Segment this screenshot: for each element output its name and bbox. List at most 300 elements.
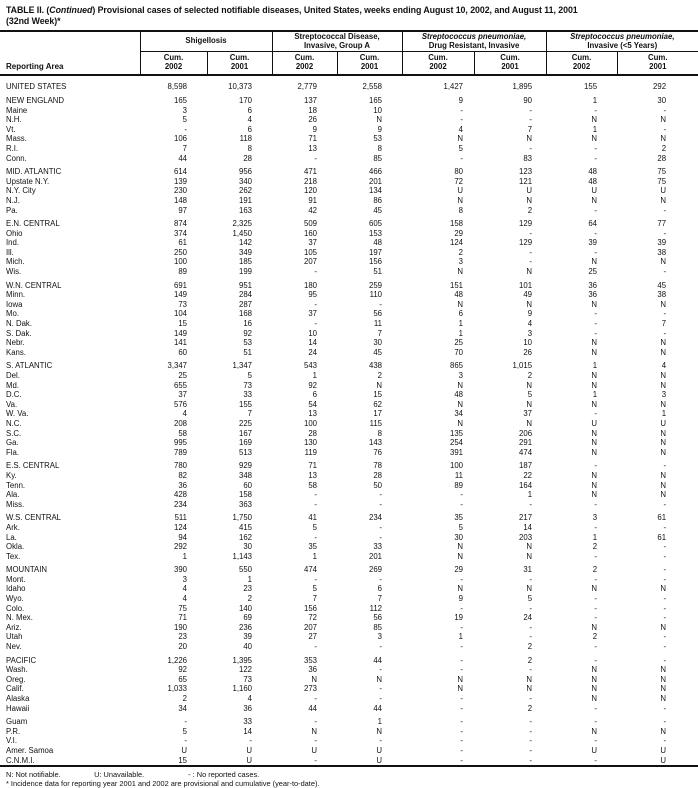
cell-value: 250 — [173, 247, 187, 257]
cell-value: - — [314, 153, 318, 163]
cell-value: 655 — [173, 380, 187, 390]
table-row — [0, 665, 698, 675]
cell-value: 15 — [178, 319, 187, 329]
subcol-header: Cum. 2002 — [546, 52, 617, 76]
cell-value: - — [460, 115, 464, 125]
cell-value: 53 — [243, 338, 253, 348]
cell-value: 6 — [247, 124, 253, 134]
cell-value: 58 — [178, 428, 187, 438]
row-area-label: Mont. — [6, 574, 26, 584]
cell-value: 2 — [592, 565, 598, 575]
cell-value: - — [529, 247, 533, 257]
cell-value: 37 — [178, 390, 187, 400]
row-area-label: W. Va. — [6, 409, 29, 419]
cell-value: 155 — [239, 399, 253, 409]
cell-value: 89 — [178, 267, 187, 277]
cell-value: 142 — [239, 238, 253, 248]
cell-value: N — [591, 490, 598, 500]
cell-value: 39 — [243, 632, 253, 642]
cell-value: 24 — [523, 613, 533, 623]
cell-value: N — [457, 418, 464, 428]
cell-value: - — [460, 717, 464, 727]
cell-value: 162 — [239, 532, 253, 542]
row-area-label: Okla. — [6, 542, 25, 552]
cell-value: 42 — [308, 205, 318, 215]
row-area-label: Amer. Samoa — [6, 745, 54, 755]
row-area-label: Conn. — [6, 153, 27, 163]
cell-value: N — [660, 371, 667, 380]
cell-value: N — [591, 694, 598, 703]
legend-unavailable: U: Unavailable. — [94, 770, 145, 780]
cell-value: 4 — [182, 584, 187, 594]
cell-value: 165 — [173, 95, 187, 105]
row-area-label: N. Mex. — [6, 613, 33, 623]
cell-value: 199 — [239, 267, 253, 277]
row-area-label: Wis. — [6, 267, 22, 277]
cell-value: - — [594, 522, 598, 532]
row-area-label: Ill. — [6, 247, 14, 257]
table-header — [0, 31, 698, 75]
subcol-header: Cum. 2001 — [617, 52, 698, 76]
cell-value: 874 — [173, 219, 187, 229]
cell-value: N — [526, 195, 533, 205]
cell-value: 287 — [239, 299, 253, 309]
cell-value: - — [529, 228, 533, 238]
cell-value: N — [660, 338, 667, 348]
cell-value: 1 — [592, 124, 598, 134]
cell-value: 33 — [373, 542, 383, 552]
cell-value: 995 — [173, 438, 187, 448]
row-area-label: PACIFIC — [6, 655, 37, 665]
row-area-label: NEW ENGLAND — [6, 95, 65, 105]
cell-value: 5 — [312, 522, 318, 532]
cell-value: 85 — [373, 622, 383, 632]
cell-value: 123 — [519, 167, 533, 177]
cell-value: U — [311, 745, 318, 755]
cell-value: N — [660, 470, 667, 480]
cell-value: - — [663, 655, 667, 665]
row-area-label: Colo. — [6, 603, 25, 613]
cell-value: 40 — [243, 642, 253, 652]
cell-value: 1 — [458, 328, 464, 338]
cell-value: 6 — [458, 309, 464, 319]
cell-value: 1,395 — [232, 655, 253, 665]
cell-value: 269 — [369, 565, 383, 575]
table-row — [0, 471, 698, 481]
cell-value: 2,325 — [232, 219, 253, 229]
cell-value: - — [379, 694, 383, 703]
cell-value: 36 — [588, 290, 598, 300]
cell-value: N — [660, 257, 667, 267]
cell-value: N — [660, 584, 667, 594]
cell-value: N — [591, 371, 598, 380]
group-label-line2: Drug Resistant, Invasive — [428, 40, 520, 50]
table-row — [0, 144, 698, 154]
cell-value: 58 — [308, 480, 318, 490]
cell-value: 38 — [657, 247, 667, 257]
cell-value: N — [660, 684, 667, 694]
cell-value: 115 — [369, 418, 383, 428]
cell-value: 2 — [458, 247, 464, 257]
cell-value: - — [529, 115, 533, 125]
cell-value: 39 — [588, 238, 598, 248]
cell-value: 2 — [182, 694, 187, 703]
cell-value: N — [591, 480, 598, 490]
cell-value: 72 — [308, 613, 318, 623]
cell-value: 7 — [661, 319, 667, 329]
cell-value: N — [591, 257, 598, 267]
cell-value: - — [663, 522, 667, 532]
cell-value: 149 — [173, 290, 187, 300]
cell-value: - — [663, 267, 667, 277]
cell-value: 7 — [182, 143, 187, 153]
cell-value: 163 — [239, 205, 253, 215]
cell-value: - — [594, 642, 598, 652]
cell-value: 19 — [454, 613, 464, 623]
cell-value: 9 — [312, 124, 318, 134]
group-header-pneumoniae-drug-resistant — [402, 31, 546, 52]
cell-value: - — [460, 490, 464, 500]
cell-value: - — [460, 153, 464, 163]
cell-value: 951 — [239, 280, 253, 290]
row-area-label: Mich. — [6, 257, 25, 267]
table-row — [0, 584, 698, 594]
cell-value: - — [314, 267, 318, 277]
table-row — [0, 594, 698, 604]
group-label: Shigellosis — [185, 36, 227, 46]
cell-value: - — [379, 499, 383, 509]
cell-value: - — [663, 642, 667, 652]
row-area-label: Calif. — [6, 684, 24, 694]
cell-value: 15 — [373, 390, 383, 400]
cell-value: 11 — [373, 319, 383, 329]
cell-value: N — [311, 674, 318, 684]
row-area-label: Guam — [6, 717, 28, 727]
table-row — [0, 727, 698, 737]
cell-value: U — [660, 755, 667, 765]
row-area-label: Idaho — [6, 584, 26, 594]
cell-value: 466 — [369, 167, 383, 177]
cell-value: 28 — [373, 470, 383, 480]
cell-value: - — [379, 642, 383, 652]
cell-value: - — [529, 665, 533, 675]
cell-value: 1 — [312, 551, 318, 561]
cell-value: - — [594, 105, 598, 115]
cell-value: 33 — [243, 390, 253, 400]
cell-value: 789 — [173, 447, 187, 457]
cell-value: N — [526, 267, 533, 277]
cell-value: 45 — [657, 280, 667, 290]
cell-value: 5 — [527, 390, 533, 400]
cell-value: 155 — [584, 82, 598, 92]
subcol-header: Cum. 2002 — [140, 52, 207, 76]
cell-value: - — [529, 105, 533, 115]
cell-value: 234 — [173, 499, 187, 509]
cell-value: N — [526, 542, 533, 552]
table-row — [0, 500, 698, 510]
cell-value: U — [246, 745, 253, 755]
cell-value: 61 — [657, 513, 667, 523]
cell-value: 509 — [304, 219, 318, 229]
cell-value: 38 — [657, 290, 667, 300]
cell-value: 208 — [173, 418, 187, 428]
cell-value: 26 — [523, 347, 533, 357]
cell-value: 89 — [454, 480, 464, 490]
cell-value: 129 — [519, 219, 533, 229]
cell-value: - — [529, 257, 533, 267]
cell-value: 428 — [173, 490, 187, 500]
cell-value: 10,373 — [228, 82, 253, 92]
cell-value: - — [594, 499, 598, 509]
cell-value: 10 — [373, 105, 383, 115]
cell-value: 180 — [304, 280, 318, 290]
row-area-label: La. — [6, 532, 17, 542]
table-row — [0, 694, 698, 704]
cell-value: 185 — [239, 257, 253, 267]
cell-value: 41 — [308, 513, 318, 523]
title-rest: ) Provisional cases of selected notifiable diseases, United States, weeks ending August 10, 2002, and August 11, 2001 — [92, 5, 578, 15]
cell-value: 1,347 — [232, 361, 253, 371]
table-row — [0, 96, 698, 106]
row-area-label: Va. — [6, 399, 18, 409]
cell-value: 48 — [588, 167, 598, 177]
table-row — [0, 552, 698, 562]
cell-value: 158 — [450, 219, 464, 229]
cell-value: - — [594, 319, 598, 329]
cell-value: 203 — [519, 532, 533, 542]
row-area-label: Nebr. — [6, 338, 25, 348]
cell-value: 291 — [519, 438, 533, 448]
cell-value: - — [594, 153, 598, 163]
table-row — [0, 196, 698, 206]
cell-value: U — [591, 186, 598, 196]
cell-value: 168 — [239, 309, 253, 319]
cell-value: - — [314, 755, 318, 765]
title-week: (32nd Week)* — [6, 15, 61, 26]
group-header-pneumoniae-under5 — [546, 31, 698, 52]
cell-value: 104 — [173, 309, 187, 319]
cell-value: 25 — [588, 267, 598, 277]
cell-value: 201 — [369, 551, 383, 561]
cell-value: N — [526, 399, 533, 409]
table-row — [0, 604, 698, 614]
cell-value: 54 — [308, 399, 318, 409]
cell-value: - — [663, 328, 667, 338]
row-area-label: Del. — [6, 371, 20, 380]
cell-value: 780 — [173, 461, 187, 471]
row-area-label: Ind. — [6, 238, 20, 248]
cell-value: U — [376, 745, 383, 755]
cell-value: - — [460, 642, 464, 652]
cell-value: 3 — [182, 105, 187, 115]
cell-value: 1 — [661, 409, 667, 419]
cell-value: 390 — [173, 565, 187, 575]
cell-value: N — [591, 470, 598, 480]
table-row — [0, 82, 698, 92]
cell-value: 83 — [523, 153, 533, 163]
cell-value: 4 — [182, 409, 187, 419]
cell-value: 29 — [454, 228, 464, 238]
cell-value: 71 — [308, 461, 318, 471]
cell-value: U — [526, 186, 533, 196]
cell-value: - — [529, 143, 533, 153]
cell-value: 92 — [243, 328, 253, 338]
cell-value: U — [457, 186, 464, 196]
cell-value: 26 — [308, 115, 318, 125]
cell-value: - — [184, 736, 187, 746]
cell-value: - — [529, 603, 533, 613]
cell-value: N — [591, 299, 598, 309]
row-area-label: N.C. — [6, 418, 22, 428]
cell-value: - — [460, 755, 464, 765]
row-area-label: N. Dak. — [6, 319, 32, 329]
cell-value: - — [249, 736, 253, 746]
cell-value: 234 — [369, 513, 383, 523]
table-row — [0, 257, 698, 267]
cell-value: - — [594, 594, 598, 604]
cell-value: 77 — [657, 219, 667, 229]
cell-value: - — [594, 603, 598, 613]
cell-value: 137 — [304, 95, 318, 105]
table-row — [0, 348, 698, 358]
table-row — [0, 238, 698, 248]
cell-value: 61 — [657, 532, 667, 542]
cell-value: 36 — [178, 480, 187, 490]
cell-value: 13 — [308, 470, 318, 480]
cell-value: 156 — [304, 603, 318, 613]
cell-value: 7 — [377, 594, 383, 604]
cell-value: U — [660, 418, 667, 428]
cell-value: 1 — [458, 319, 464, 329]
cell-value: - — [529, 736, 533, 746]
cell-value: 158 — [239, 490, 253, 500]
row-area-label: Ga. — [6, 438, 19, 448]
table-row — [0, 438, 698, 448]
cell-value: 112 — [369, 603, 383, 613]
cell-value: - — [594, 143, 598, 153]
cell-value: 36 — [243, 703, 253, 713]
table-row — [0, 267, 698, 277]
section-gap — [0, 75, 698, 82]
cell-value: 3 — [182, 574, 187, 584]
cell-value: 363 — [239, 499, 253, 509]
cell-value: 149 — [173, 328, 187, 338]
cell-value: 60 — [243, 480, 253, 490]
row-area-label: S.C. — [6, 428, 22, 438]
row-area-label: W.S. CENTRAL — [6, 513, 62, 523]
cell-value: - — [460, 574, 464, 584]
cell-value: 37 — [308, 309, 318, 319]
table-row — [0, 490, 698, 500]
cell-value: 8 — [377, 428, 383, 438]
cell-value: 206 — [519, 428, 533, 438]
cell-value: 76 — [373, 447, 383, 457]
table-row — [0, 429, 698, 439]
cell-value: - — [594, 461, 598, 471]
cell-value: 49 — [523, 290, 533, 300]
row-area-label: R.I. — [6, 143, 19, 153]
cell-value: 511 — [174, 513, 187, 523]
cell-value: 230 — [173, 186, 187, 196]
cell-value: N — [660, 299, 667, 309]
cell-value: - — [460, 655, 464, 665]
cell-value: 1 — [592, 532, 598, 542]
legend-no-reported-cases: - : No reported cases. — [188, 770, 260, 780]
cell-value: 170 — [239, 95, 253, 105]
cell-value: 14 — [523, 522, 533, 532]
cell-value: 105 — [304, 247, 318, 257]
subcol-header: Cum. 2001 — [207, 52, 272, 76]
cell-value: 1 — [377, 717, 383, 727]
cell-value: U — [660, 745, 667, 755]
cell-value: 14 — [243, 726, 253, 736]
cell-value: 85 — [373, 153, 383, 163]
row-area-label: N.H. — [6, 115, 22, 125]
table-row — [0, 656, 698, 666]
cell-value: 471 — [304, 167, 318, 177]
cell-value: 5 — [182, 726, 187, 736]
cell-value: - — [314, 694, 318, 703]
row-area-label: Md. — [6, 380, 19, 390]
row-area-label: MOUNTAIN — [6, 565, 48, 575]
cell-value: - — [460, 622, 464, 632]
cell-value: 3,347 — [167, 361, 187, 371]
row-area-label: MID. ATLANTIC — [6, 167, 62, 177]
cell-value: 543 — [304, 361, 318, 371]
row-area-label: UNITED STATES — [6, 82, 67, 92]
cell-value: U — [591, 418, 598, 428]
row-area-label: E.N. CENTRAL — [6, 219, 60, 229]
cell-value: - — [460, 105, 464, 115]
cell-value: 48 — [373, 238, 383, 248]
cell-value: 4 — [247, 694, 253, 703]
cell-value: 37 — [308, 238, 318, 248]
cell-value: - — [594, 328, 598, 338]
cell-value: 17 — [373, 409, 383, 419]
subcol-header: Cum. 2001 — [337, 52, 402, 76]
cell-value: 15 — [178, 755, 187, 765]
row-area-label: Mo. — [6, 309, 19, 319]
table-row — [0, 400, 698, 410]
cell-value: - — [379, 736, 383, 746]
group-label-line1: Streptococcus pneumoniae, — [570, 32, 675, 41]
cell-value: 10 — [523, 338, 533, 348]
table-row — [0, 281, 698, 291]
cell-value: 292 — [173, 542, 187, 552]
cell-value: 16 — [243, 319, 253, 329]
table-row — [0, 361, 698, 371]
cell-value: - — [314, 299, 318, 309]
cell-value: 44 — [373, 655, 383, 665]
title-prefix: TABLE II. ( — [6, 5, 50, 15]
page-title — [0, 0, 698, 30]
cell-value: 2,779 — [297, 82, 318, 92]
row-area-label: S. Dak. — [6, 328, 32, 338]
cell-value: N — [376, 674, 383, 684]
cell-value: 1,427 — [443, 82, 464, 92]
cell-value: 201 — [369, 176, 383, 186]
cell-value: 614 — [173, 167, 187, 177]
cell-value: - — [663, 124, 667, 134]
cell-value: 73 — [243, 380, 253, 390]
row-area-label: Wash. — [6, 665, 28, 675]
cell-value: - — [529, 745, 533, 755]
cell-value: 415 — [239, 522, 253, 532]
cell-value: - — [594, 755, 598, 765]
cell-value: 35 — [454, 513, 464, 523]
cell-value: 91 — [308, 195, 318, 205]
cell-value: 130 — [304, 438, 318, 448]
